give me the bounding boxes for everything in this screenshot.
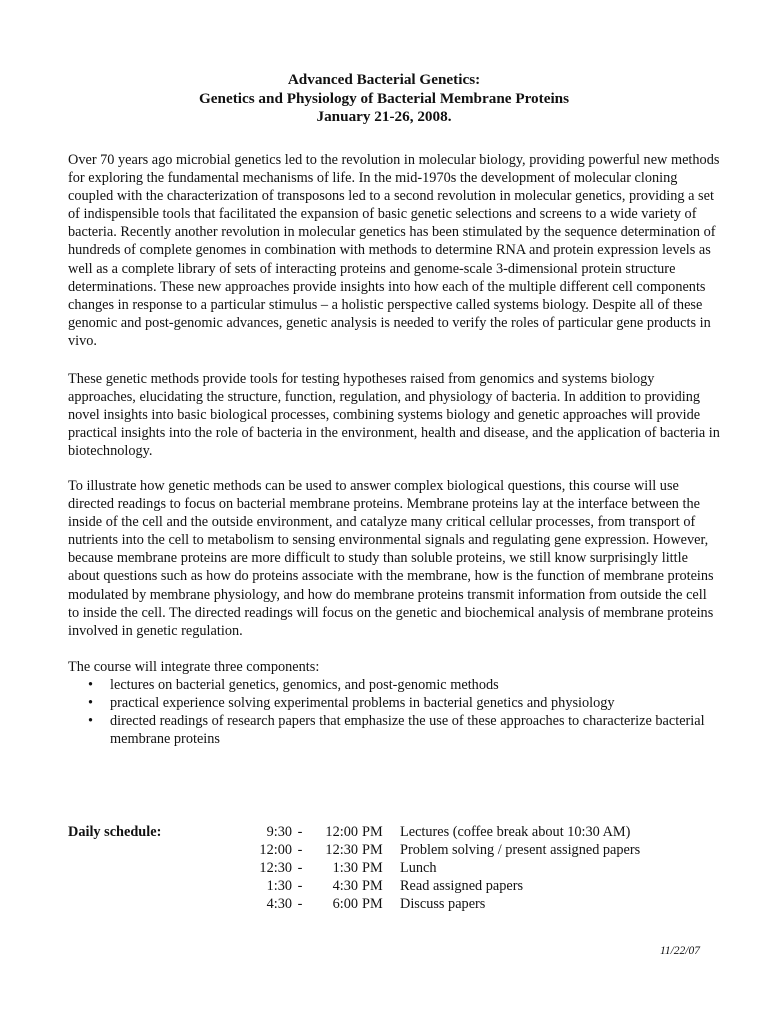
schedule-dash: - — [297, 824, 303, 840]
schedule-dash: - — [297, 860, 303, 876]
components-list — [68, 676, 720, 748]
schedule-ampm: PM — [362, 878, 383, 894]
bullet-icon: • — [88, 713, 94, 730]
list-item — [68, 712, 720, 748]
schedule-activity: Read assigned papers — [400, 878, 524, 894]
title-line-2: Genetics and Physiology of Bacterial Membrane Proteins — [198, 89, 570, 107]
schedule-ampm: PM — [362, 824, 383, 840]
document-title — [0, 71, 768, 127]
footer-date: 11/22/07 — [659, 945, 700, 957]
schedule-ampm: PM — [362, 842, 383, 858]
schedule-end-time: 1:30 — [332, 860, 358, 876]
bullet-icon: • — [88, 695, 94, 712]
schedule-start-time: 12:00 — [259, 842, 292, 858]
list-item-text: directed readings of research papers that emphasize the use of these approaches to characterize bacterial membrane proteins — [110, 713, 705, 748]
schedule-activity: Lunch — [400, 860, 437, 876]
schedule-activity: Problem solving / present assigned papers — [400, 842, 641, 858]
schedule-ampm: PM — [362, 896, 383, 912]
list-item — [68, 676, 720, 694]
schedule-end-time: 6:00 — [332, 896, 358, 912]
schedule-end-time: 4:30 — [332, 878, 358, 894]
schedule-end-time: 12:30 — [325, 842, 358, 858]
list-item-text: practical experience solving experimental problems in bacterial genetics and physiology — [110, 695, 615, 712]
list-item-text: lectures on bacterial genetics, genomics, and post-genomic methods — [110, 677, 499, 694]
schedule-start-time: 4:30 — [266, 896, 292, 912]
schedule-dash: - — [297, 896, 303, 912]
schedule-dash: - — [297, 842, 303, 858]
title-line-1: Advanced Bacterial Genetics: — [287, 71, 481, 88]
list-item — [68, 694, 720, 712]
bullet-icon: • — [88, 677, 94, 694]
paragraph-membrane-proteins: To illustrate how genetic methods can be used to answer complex biological questions, this course will use directed readings to focus on bacterial membrane proteins. Membrane proteins lay at the interface between the inside of the cell and the outside environment, and catalyze many critical cellular processes, from transport of nutrients into the cell to metabolism to sensing environmental signals and regulating gene expression. However, because membrane proteins are more difficult to study than soluble proteins, we still know surprisingly little about questions such as how do proteins associate with the membrane, how is the function of membrane proteins modulated by membrane physiology, and how do membrane proteins transmit information from outside the cell to inside the cell. The directed readings will focus on the genetic and biochemical analysis of membrane proteins involved in genetic regulation. — [68, 478, 714, 639]
paragraph-methods: These genetic methods provide tools for testing hypotheses raised from genomics and systems biology approaches, elucidating the structure, function, regulation, and physiology of bacteria. In addition to providing novel insights into basic biological processes, combining systems biology and genetic approaches will provide practical insights into the role of bacteria in the environment, health and disease, and the application of bacteria in biotechnology. — [68, 371, 720, 460]
schedule-activity: Lectures (coffee break about 10:30 AM) — [400, 824, 631, 840]
paragraph-intro: Over 70 years ago microbial genetics led to the revolution in molecular biology, providing powerful new methods for exploring the fundamental mechanisms of life. In the mid-1970s the development of molecular cloning coupled with the characterization of transposons led to a second revolution in molecular genetics, providing a set of indispensible tools that facilitated the expansion of basic genetic selections and screens to a wide variety of bacteria. Recently another revolution in molecular genetics has been stimulated by the sequence determination of hundreds of complete genomes in combination with methods to determine RNA and protein expression levels as well as a complete library of sets of interacting proteins and genome-scale 3-dimensional protein structure determinations. These new approaches provide insights into how each of the multiple different cell components changes in response to a particular stimulus – a holistic perspective called systems biology. Despite all of these genomic and post-genomic advances, genetic analysis is needed to verify the roles of particular gene products in vivo. — [68, 152, 720, 349]
schedule-ampm: PM — [362, 860, 383, 876]
title-line-3: January 21-26, 2008. — [316, 108, 452, 126]
schedule-end-time: 12:00 — [325, 824, 358, 840]
schedule-dash: - — [297, 878, 303, 894]
schedule-start-time: 9:30 — [266, 824, 292, 840]
components-section — [68, 658, 720, 748]
schedule-start-time: 12:30 — [259, 860, 292, 876]
components-intro: The course will integrate three components: — [68, 659, 320, 675]
schedule-label: Daily schedule: — [68, 824, 162, 840]
schedule-activity: Discuss papers — [400, 896, 486, 912]
schedule-start-time: 1:30 — [266, 878, 292, 894]
